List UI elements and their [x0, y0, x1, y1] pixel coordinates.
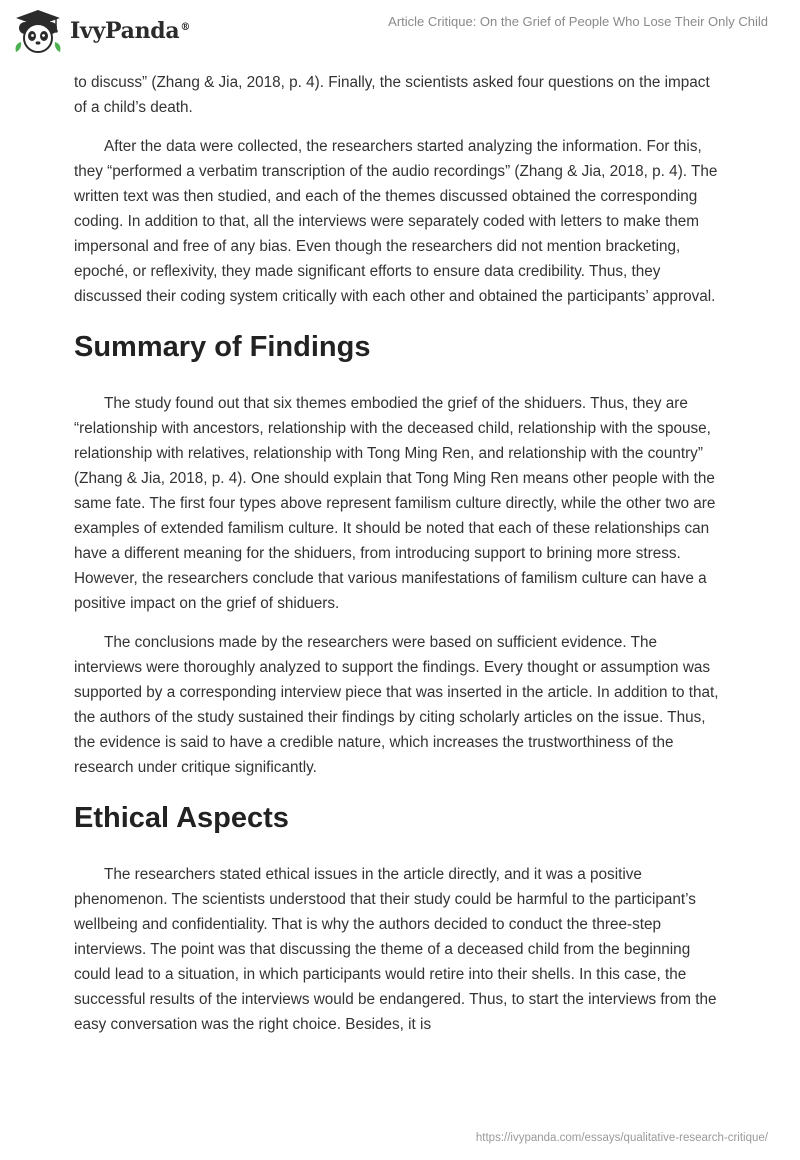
- running-title: Article Critique: On the Grief of People Who Lose Their Only Child: [388, 14, 768, 29]
- paragraph: The conclusions made by the researchers were based on sufficient evidence. The interviews were thoroughly analyzed to support the findings. Every thought or assumption was supported by a corresponding interview piece that was inserted in the article. In addition to that, the authors of the study sustained their findings by citing scholarly articles on the issue. Thus, the evidence is said to have a credible nature, which increases the trustworthiness of the research under critique significantly.: [74, 634, 719, 776]
- ivypanda-logo[interactable]: [12, 8, 190, 54]
- article-body: [74, 70, 726, 1051]
- section-heading-ethical: Ethical Aspects: [74, 802, 289, 834]
- paragraph: to discuss” (Zhang & Jia, 2018, p. 4). Finally, the scientists asked four questions on the impact of a child’s death.: [74, 74, 710, 116]
- paragraph: The researchers stated ethical issues in the article directly, and it was a positive phenomenon. The scientists understood that their study could be harmful to the participant’s wellbeing and confidentiality. That is why the authors decided to conduct the three-step interviews. The point was that discussing the theme of a deceased child from the beginning could lead to a situation, in which participants would retire into their shells. In this case, the successful results of the interviews would be endangered. Thus, to start the interviews from the easy conversation was the right choice. Besides, it is: [74, 866, 717, 1033]
- registered-mark: ®: [180, 21, 191, 33]
- paragraph: After the data were collected, the researchers started analyzing the information. For this, they “performed a verbatim transcription of the audio recordings” (Zhang & Jia, 2018, p. 4). The written text was then studied, and each of the themes discussed obtained the corresponding coding. In addition to that, all the interviews were separately coded with letters to make them impersonal and free of any bias. Even though the researchers did not mention bracketing, epoché, or reflexivity, they made significant efforts to ensure data credibility. Thus, they discussed their coding system critically with each other and obtained the participants’ approval.: [74, 138, 718, 305]
- footer-url-link[interactable]: https://ivypanda.com/essays/qualitative-research-critique/: [475, 1132, 768, 1144]
- section-heading-summary: Summary of Findings: [74, 331, 371, 363]
- panda-graduation-icon: [12, 8, 64, 54]
- logo-text: IvyPanda®: [70, 18, 191, 44]
- page-header: [0, 0, 800, 66]
- paragraph: The study found out that six themes embodied the grief of the shiduers. Thus, they are “relationship with ancestors, relationship with the deceased child, relationship with the spouse, relationship with relatives, relationship with Tong Ming Ren, and relationship with the country” (Zhang & Jia, 2018, p. 4). One should explain that Tong Ming Ren means other people with the same fate. The first four types above represent familism culture directly, while the other two are examples of extended familism culture. It should be noted that each of these relationships can have a different meaning for the shiduers, from introducing support to brining more stress. However, the researchers conclude that various manifestations of familism culture can have a positive impact on the grief of shiduers.: [74, 395, 716, 612]
